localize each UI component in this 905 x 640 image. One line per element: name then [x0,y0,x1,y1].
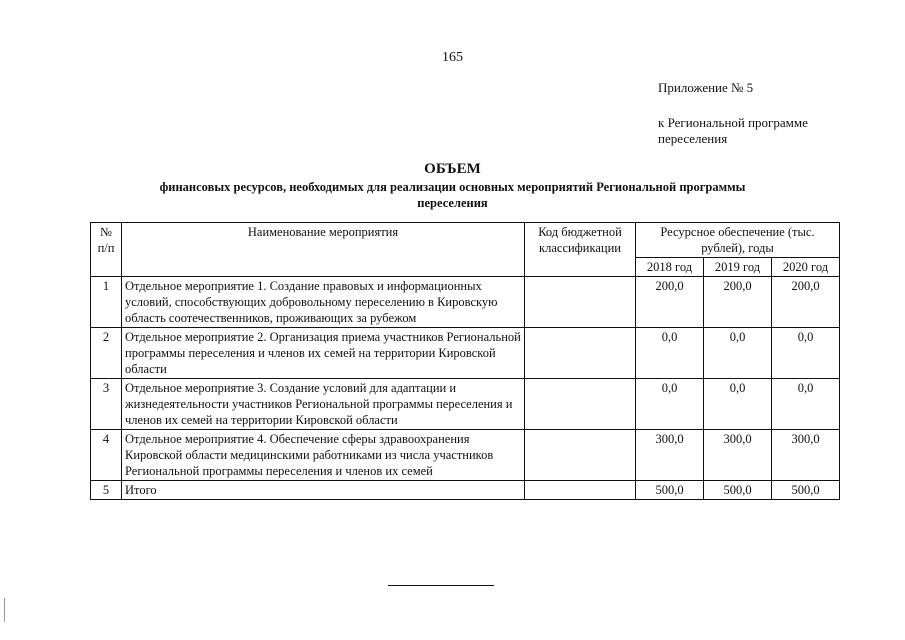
row-num: 3 [91,379,122,430]
row-name: Отдельное мероприятие 1. Создание правовых и информационных условий, способствующих добровольному переселению в Кировскую область соотечественников, проживающих за рубежом [122,277,525,328]
header-year-2019: 2019 год [704,258,772,277]
footer-divider [388,585,494,586]
row-value-2018: 200,0 [636,277,704,328]
header-num: № п/п [91,223,122,277]
row-kbk [525,277,636,328]
table-row [91,430,840,481]
table-header-row [91,223,840,258]
header-name: Наименование мероприятия [122,223,525,277]
table-row-total [91,481,840,500]
row-value-2018: 500,0 [636,481,704,500]
row-kbk [525,328,636,379]
row-value-2019: 0,0 [704,328,772,379]
row-value-2020: 300,0 [772,430,840,481]
document-title: ОБЪЕМ [424,161,481,177]
row-num: 5 [91,481,122,500]
header-kbk: Код бюджетной классификации [525,223,636,277]
header-year-2020: 2020 год [772,258,840,277]
row-kbk [525,481,636,500]
appendix-subtitle: к Региональной программе переселения [658,115,808,146]
document-heading [100,160,805,211]
appendix-title: Приложение № 5 [658,80,754,95]
row-num: 4 [91,430,122,481]
row-value-2019: 200,0 [704,277,772,328]
row-kbk [525,430,636,481]
row-value-2020: 200,0 [772,277,840,328]
row-value-2018: 300,0 [636,430,704,481]
row-value-2020: 0,0 [772,328,840,379]
table-row [91,328,840,379]
margin-mark [4,598,5,622]
document-subtitle: финансовых ресурсов, необходимых для реализации основных мероприятий Региональной программы переселения [159,180,746,210]
row-num: 2 [91,328,122,379]
page-number: 165 [442,50,463,65]
appendix-block [658,80,833,147]
row-kbk [525,379,636,430]
row-value-2019: 500,0 [704,481,772,500]
row-value-2019: 300,0 [704,430,772,481]
row-value-2020: 500,0 [772,481,840,500]
row-value-2020: 0,0 [772,379,840,430]
header-year-2018: 2018 год [636,258,704,277]
row-name: Итого [122,481,525,500]
table-row [91,277,840,328]
table-row [91,379,840,430]
row-name: Отдельное мероприятие 2. Организация приема участников Региональной программы переселения и членов их семей на территории Кировской области [122,328,525,379]
row-num: 1 [91,277,122,328]
row-value-2018: 0,0 [636,328,704,379]
row-name: Отдельное мероприятие 3. Создание условий для адаптации и жизнедеятельности участников Региональной программы переселения и членов их семей на территории Кировской области [122,379,525,430]
header-resources: Ресурсное обеспечение (тыс. рублей), годы [636,223,840,258]
row-value-2018: 0,0 [636,379,704,430]
row-name: Отдельное мероприятие 4. Обеспечение сферы здравоохранения Кировской области медицинскими работниками из числа участников Региональной программы переселения и членов их семей [122,430,525,481]
resources-table [90,222,840,500]
row-value-2019: 0,0 [704,379,772,430]
